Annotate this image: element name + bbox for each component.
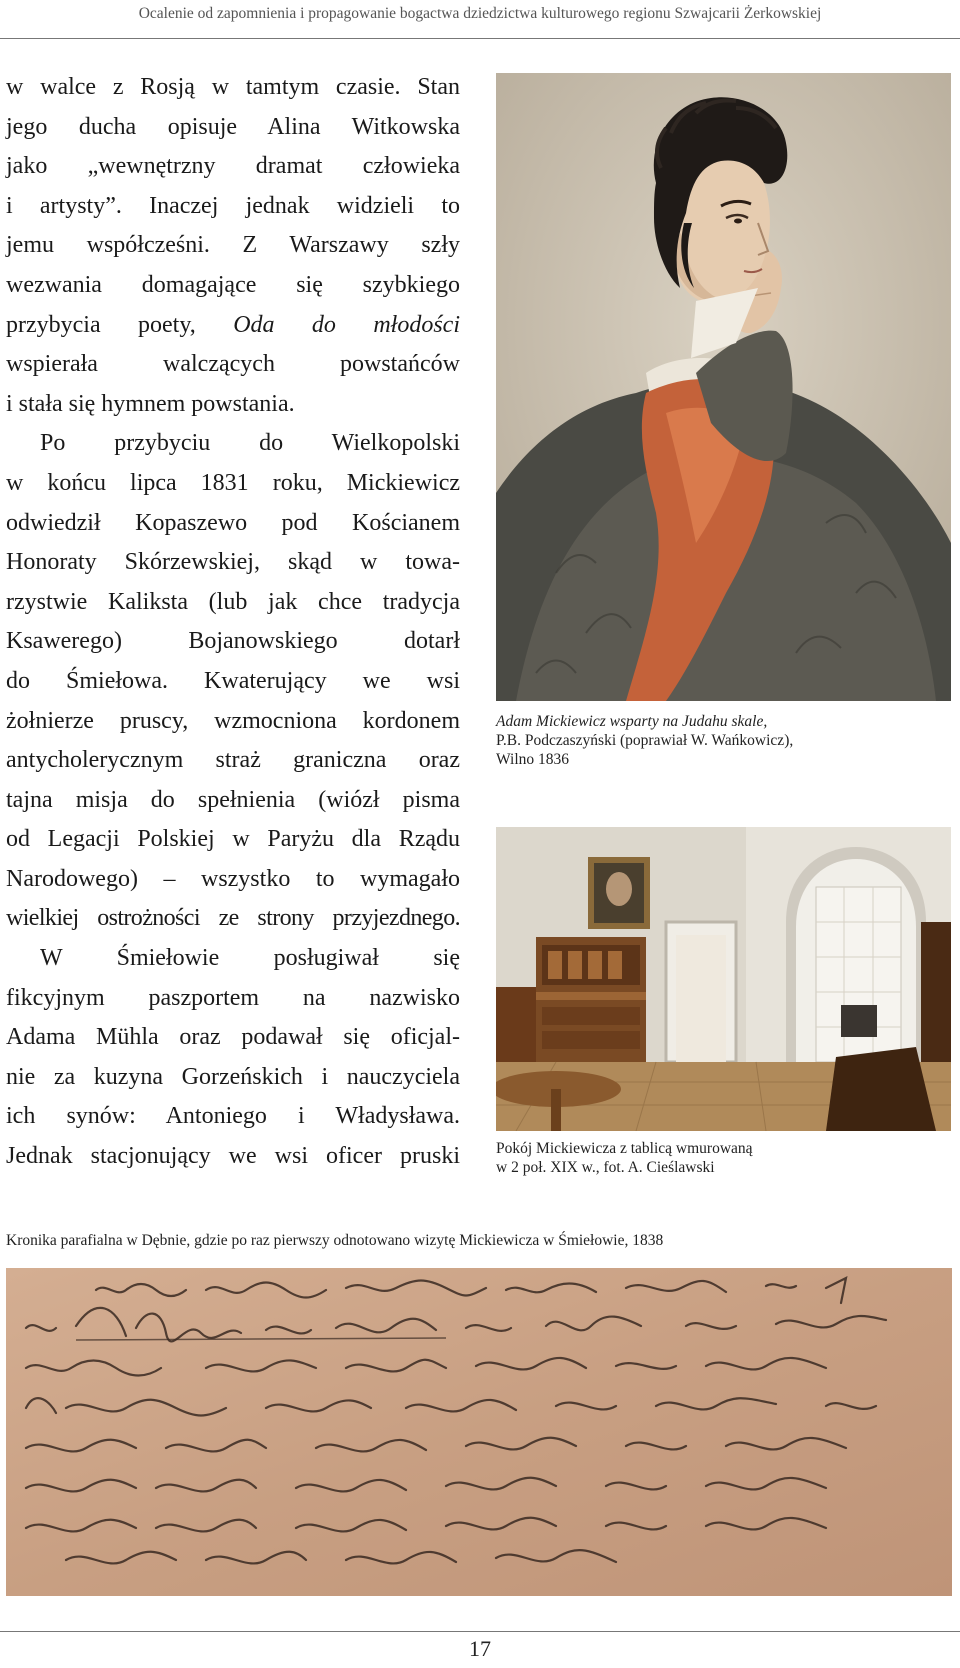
text-line: Adama Mühla oraz podawał się oficjal- bbox=[6, 1024, 460, 1051]
text-line: ich synów: Antoniego i Władysława. bbox=[6, 1103, 460, 1130]
text-line: i stała się hymnem powstania. bbox=[6, 390, 295, 417]
text-line: odwiedził Kopaszewo pod Kościanem bbox=[6, 509, 460, 536]
text-line: Ksawerego) Bojanowskiego dotarł bbox=[6, 628, 460, 655]
text-line: jako „wewnętrzny dramat człowieka bbox=[6, 153, 460, 180]
chronicle-manuscript-image bbox=[6, 1268, 952, 1596]
text-fragment: przybycia poety, bbox=[6, 311, 234, 338]
main-text-column bbox=[6, 68, 460, 1177]
portrait-illustration bbox=[496, 73, 951, 701]
portrait-caption bbox=[496, 712, 951, 769]
portrait-image bbox=[496, 73, 951, 701]
text-line: antycholerycznym straż graniczna oraz bbox=[6, 747, 460, 774]
text-line: rzystwie Kaliksta (lub jak chce tradycja bbox=[6, 588, 460, 615]
text-line: jemu współcześni. Z Warszawy szły bbox=[6, 232, 460, 259]
text-line: Jednak stacjonujący we wsi oficer pruski bbox=[6, 1143, 460, 1170]
text-line: W Śmiełowie posługiwał się bbox=[40, 945, 460, 972]
text-line: Po przybyciu do Wielkopolski bbox=[40, 430, 460, 457]
room-illustration bbox=[496, 827, 951, 1131]
text-line: wspierała walczących powstańców bbox=[6, 351, 460, 378]
room-caption bbox=[496, 1139, 951, 1177]
text-line: Honoraty Skórzewskiej, skąd w towa- bbox=[6, 549, 460, 576]
text-line: wielkiej ostrożności ze strony przyjezdnego. bbox=[6, 905, 460, 932]
text-line: w walce z Rosją w tamtym czasie. Stan bbox=[6, 74, 460, 100]
chronicle-illustration bbox=[6, 1268, 952, 1596]
text-line: Narodowego) – wszystko to wymagało bbox=[6, 865, 460, 892]
portrait-caption-author: P.B. Podczaszyński (poprawiał W. Wańkowicz), bbox=[496, 732, 794, 749]
room-caption-line: w 2 poł. XIX w., fot. A. Cieślawski bbox=[496, 1159, 715, 1176]
chronicle-caption: Kronika parafialna w Dębnie, gdzie po raz pierwszy odnotowano wizytę Mickiewicza w Śmiełowie, 1838 bbox=[6, 1232, 664, 1249]
text-line: wezwania domagające się szybkiego bbox=[6, 271, 460, 298]
running-header: Ocalenie od zapomnienia i propagowanie bogactwa dziedzictwa kulturowego regionu Szwajcarii Żerkowskiej bbox=[138, 5, 822, 22]
text-line: do Śmiełowa. Kwaterujący we wsi bbox=[6, 667, 460, 694]
portrait-caption-place: Wilno 1836 bbox=[496, 751, 569, 768]
poem-title: Oda do młodości bbox=[233, 311, 460, 338]
text-line: od Legacji Polskiej w Paryżu dla Rządu bbox=[6, 826, 460, 853]
header-divider bbox=[0, 38, 960, 39]
portrait-caption-title: Adam Mickiewicz wsparty na Judahu skale, bbox=[496, 713, 768, 730]
text-line: tajna misja do spełnienia (wiózł pisma bbox=[6, 786, 460, 813]
text-line: nie za kuzyna Gorzeńskich i nauczyciela bbox=[6, 1063, 460, 1090]
footer-divider bbox=[0, 1631, 960, 1632]
text-line: i artysty”. Inaczej jednak widzieli to bbox=[6, 192, 460, 219]
text-line: fikcyjnym paszportem na nazwisko bbox=[6, 984, 460, 1011]
room-photo bbox=[496, 827, 951, 1131]
text-line: jego ducha opisuje Alina Witkowska bbox=[6, 113, 460, 140]
text-line-with-title bbox=[6, 306, 460, 346]
text-line: w końcu lipca 1831 roku, Mickiewicz bbox=[6, 469, 460, 496]
page-number: 17 bbox=[469, 1636, 491, 1661]
text-line: żołnierze pruscy, wzmocniona kordonem bbox=[6, 707, 460, 734]
room-caption-line: Pokój Mickiewicza z tablicą wmurowaną bbox=[496, 1140, 753, 1157]
